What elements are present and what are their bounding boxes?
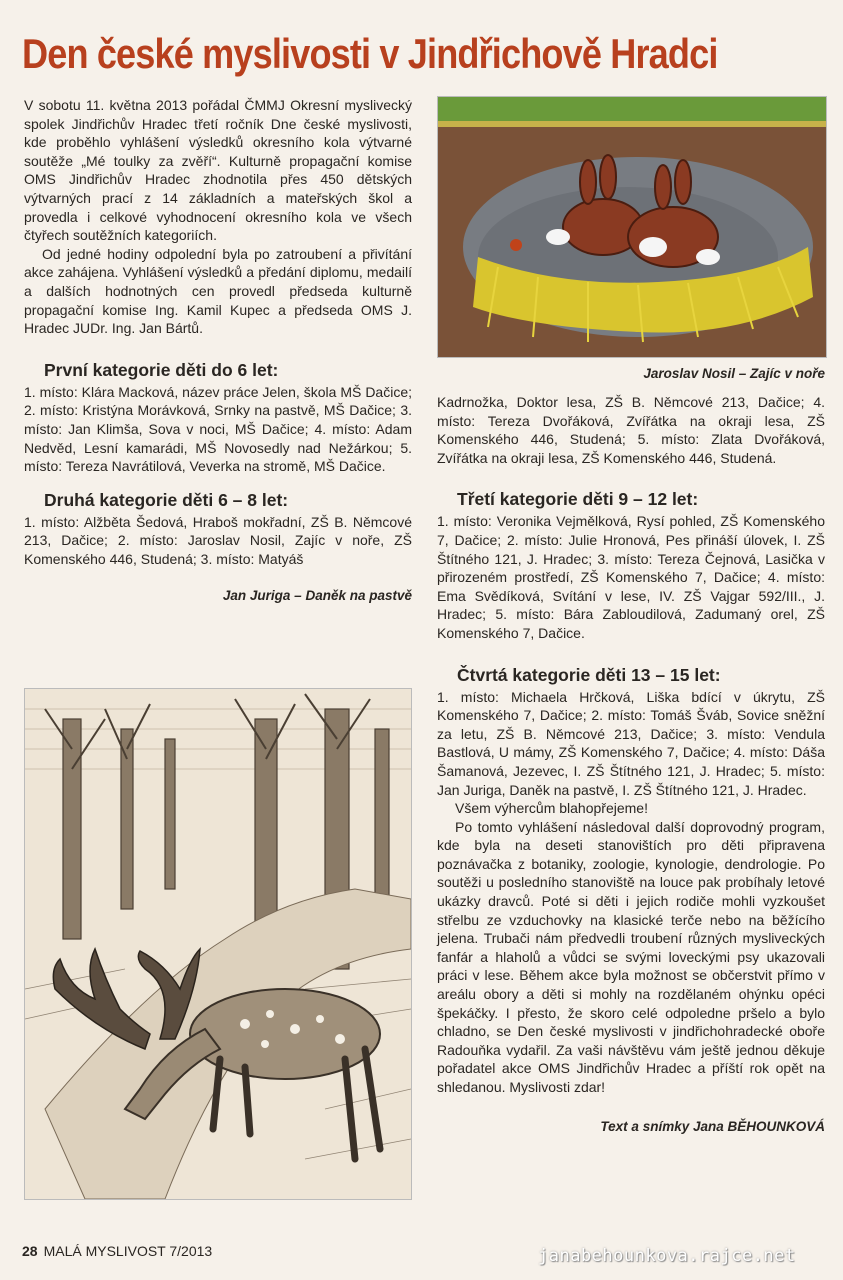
- hare-caption: Jaroslav Nosil – Zajíc v noře: [643, 366, 825, 381]
- deer-caption: Jan Juriga – Daněk na pastvě: [222, 588, 412, 604]
- right-column: [437, 366, 825, 1134]
- deer-drawing: [24, 688, 412, 1200]
- category-2-results-part-2: Kadrnožka, Doktor lesa, ZŠ B. Němcové 213, Dačice; 4. místo: Tereza Dvořáková, Zvířátka na okraji lesa, ZŠ Komenského 446, Studená; 5. místo: Zlata Dvořáková, Zvířátka na okraji lesa, ZŠ Komenského 446, Studená.: [437, 394, 825, 466]
- closing-paragraph-1: Všem výhercům blahopřejeme!: [455, 800, 648, 817]
- category-2-results-part-1: 1. místo: Alžběta Šedová, Hraboš mokřadní, ZŠ B. Němcové 213, Dačice; 2. místo: Jaroslav Nosil, Zajíc v noře, ZŠ Komenského 446, Studená; 3. místo: Matyáš: [24, 513, 412, 567]
- category-2-heading: Druhá kategorie děti 6 – 8 let:: [44, 489, 289, 510]
- intro-paragraph-1: V sobotu 11. května 2013 pořádal ČMMJ Okresní myslivecký spolek Jindřichův Hradec třetí ročník Dne české myslivosti, kde proběhlo vyhlášení výsledků okresního kola výtvarné soutěže „Mé toulky za zvěří“. Kulturně propagační komise OMS Jindřichův Hradec zhodnotila přes 450 dětských výtvarných prací z 14 základních a mateřských škol a provedla i celkové vyhodnocení okresního kola ve všech čtyřech soutěžních kategoriích.: [24, 97, 412, 244]
- category-4-heading: Čtvrtá kategorie děti 13 – 15 let:: [457, 664, 721, 685]
- hare-painting: [437, 96, 827, 358]
- category-4-results: 1. místo: Michaela Hrčková, Liška bdící v úkrytu, ZŠ Komenského 7, Dačice; 2. místo: Tomáš Šváb, Sovice sněžní za letu, ZŠ B. Němcové 213, Dačice; 3. místo: Vendula Bastlová, U mámy, ZŠ Komenského 7, Dačice; 4. místo: Dáša Šamanová, Jezevec, I. ZŠ Štítného 121, J. Hradec; 5. místo: Jan Juriga, Daněk na pastvě, I. ZŠ Štítného 121, J. Hradec.: [437, 688, 825, 798]
- watermark: janabehounkova.rajce.net: [538, 1246, 796, 1266]
- deer-drawing-svg: [25, 689, 411, 1199]
- left-column: [24, 96, 412, 603]
- magazine-issue: MALÁ MYSLIVOST 7/2013: [43, 1243, 213, 1259]
- article-title: Den české myslivosti v Jindřichově Hradci: [22, 30, 718, 77]
- category-3-results: 1. místo: Veronika Vejmělková, Rysí pohled, ZŠ Komenského 7, Dačice; 2. místo: Julie Hronová, Pes přináší úlovek, I. ZŠ Štítného 121, J. Hradec; 3. místo: Tereza Čejnová, Lasička v přirozeném prostředí, ZŠ Komenského 7, Dačice; 4. místo: Ema Svědíková, Svítání v lese, IV. ZŠ Vajgar 592/III., J. Hradec; 5. místo: Bára Zabloudilová, Zadumaný orel, ZŠ Komenského 7, Dačice.: [437, 513, 825, 641]
- category-1-results: 1. místo: Klára Macková, název práce Jelen, škola MŠ Dačice; 2. místo: Kristýna Morávková, Srnky na pastvě, MŠ Dačice; 3. místo: Jan Klimša, Sova v noci, MŠ Dačice; 4. místo: Adam Nedvěd, Lesní kamarádi, MŠ Novosedly nad Nežárkou; 5. místo: Tereza Navrátilová, Veverka na stromě, MŠ Dačice.: [24, 383, 412, 475]
- category-3-heading: Třetí kategorie děti 9 – 12 let:: [457, 489, 699, 510]
- hare-painting-svg: [438, 97, 826, 357]
- category-1-heading: První kategorie děti do 6 let:: [44, 359, 279, 380]
- page-footer: [22, 1243, 212, 1259]
- author-credit: Text a snímky Jana BĚHOUNKOVÁ: [600, 1118, 825, 1134]
- closing-paragraph-2: Po tomto vyhlášení následoval další doprovodný program, kde byla na deseti stanovištích pro děti připravena poznávačka z botaniky, zoologie, kynologie, dendrologie. Po soutěži u posledního stanoviště na louce pak probíhaly letové ukázky dravců. Poté si děti i jejich rodiče mohli vyzkoušet střelbu ze vzduchovky na klasické terče nebo na běžícího jelena. Trubači nám předvedli troubení různých mysliveckých fanfár a hlaholů a vůdci se svými loveckými psy ukazovali práci v lese. Během akce byla možnost se občerstvit přímo v areálu obory a děti si mohly na rozdělaném ohýnku opéci špekáčky. I přesto, že skoro celé odpoledne pršelo a bylo chladno, se Den české myslivosti v jindřichohradecké oboře Radouňka vydařil. Za vaši návštěvu vám ještě jednou děkuje pořadatel akce OMS Jindřichův Hradec a příští rok opět na shledanou. Myslivosti zdar!: [437, 818, 825, 1095]
- page-number: 28: [22, 1243, 38, 1259]
- intro-paragraph-2: Od jedné hodiny odpolední byla po zatroubení a přivítání akce zahájena. Vyhlášení výsledků a předání diplomu, medailí a dalších hodnotných cen provedl předseda kulturně propagační komise Ing. Kamil Kupec a předseda OMS J. Hradec JUDr. Ing. Jan Bártů.: [24, 245, 412, 337]
